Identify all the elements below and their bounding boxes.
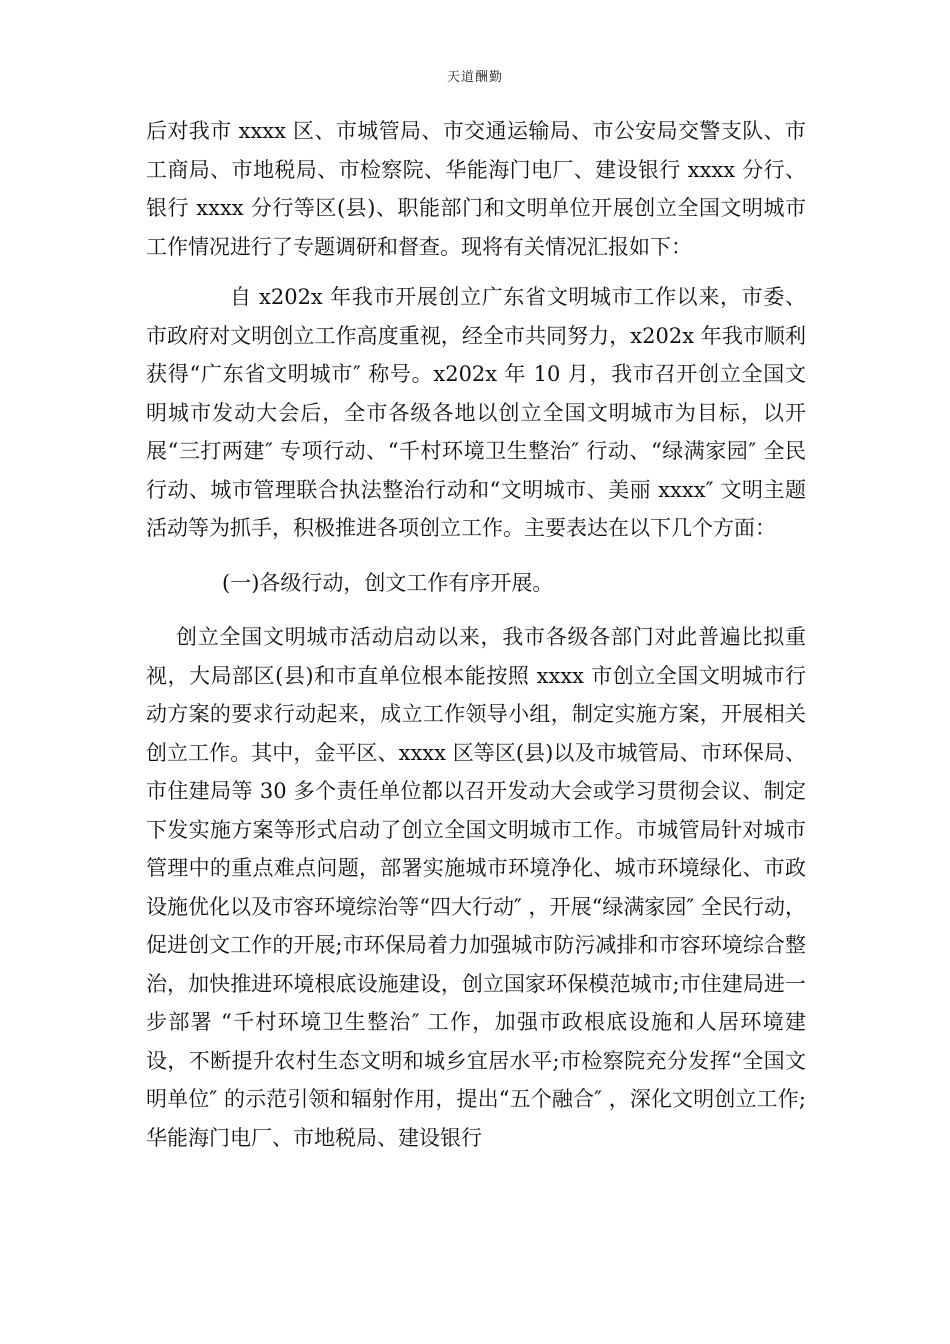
document-body <box>146 112 806 1157</box>
page-header: 天道酬勤 <box>446 70 503 85</box>
section-heading: (一)各级行动，创文工作有序开展。 <box>222 570 554 595</box>
paragraph-details: 创立全国文明城市活动启动以来，我市各级各部门对此普遍比拟重视，大局部区(县)和市直单位根本能按照 xxxx 市创立全国文明城市行动方案的要求行动起来，成立工作领导小组，制定实施方案，开展相关创立工作。其中，金平区、xxxx 区等区(县)以及市城管局、市环保局、市住建局等 30 多个责任单位都以召开发动大会或学习贯彻会议、制定下发实施方案等形式启动了创立全国文明城市工作。市城管局针对城市管理中的重点难点问题，部署实施城市环境净化、城市环境绿化、市政设施优化以及市容环境综治等“四大行动″ ，开展“绿满家园″ 全民行动，促进创文工作的开展;市环保局着力加强城市防污减排和市容环境综合整治，加快推进环境根底设施建设，创立国家环保模范城市;市住建局进一步部署 “千村环境卫生整治″ 工作，加强市政根底设施和人居环境建设，不断提升农村生态文明和城乡宜居水平;市检察院充分发挥“全国文明单位″ 的示范引领和辐射作用，提出“五个融合″ ，深化文明创立工作;华能海门电厂、市地税局、建设银行 <box>146 625 806 1150</box>
paragraph-intro: 后对我市 xxxx 区、市城管局、市交通运输局、市公安局交警支队、市工商局、市地税局、市检察院、华能海门电厂、建设银行 xxxx 分行、银行 xxxx 分行等区(县)、职能部门和文明单位开展创立全国文明城市工作情况进行了专题调研和督查。现将有关情况汇报如下： <box>146 119 806 259</box>
paragraph-background: 自 x202x 年我市开展创立广东省文明城市工作以来，市委、市政府对文明创立工作高度重视，经全市共同努力，x202x 年我市顺利获得“广东省文明城市″ 称号。x202x 年 10 月，我市召开创立全国文明城市发动大会后，全市各级各地以创立全国文明城市为目标，以开展“三打两建″ 专项行动、“千村环境卫生整治″ 行动、“绿满家园″ 全民行动、城市管理联合执法整治行动和“文明城市、美丽 xxxx″ 文明主题活动等为抓手，积极推进各项创立工作。主要表达在以下几个方面： <box>146 285 806 540</box>
